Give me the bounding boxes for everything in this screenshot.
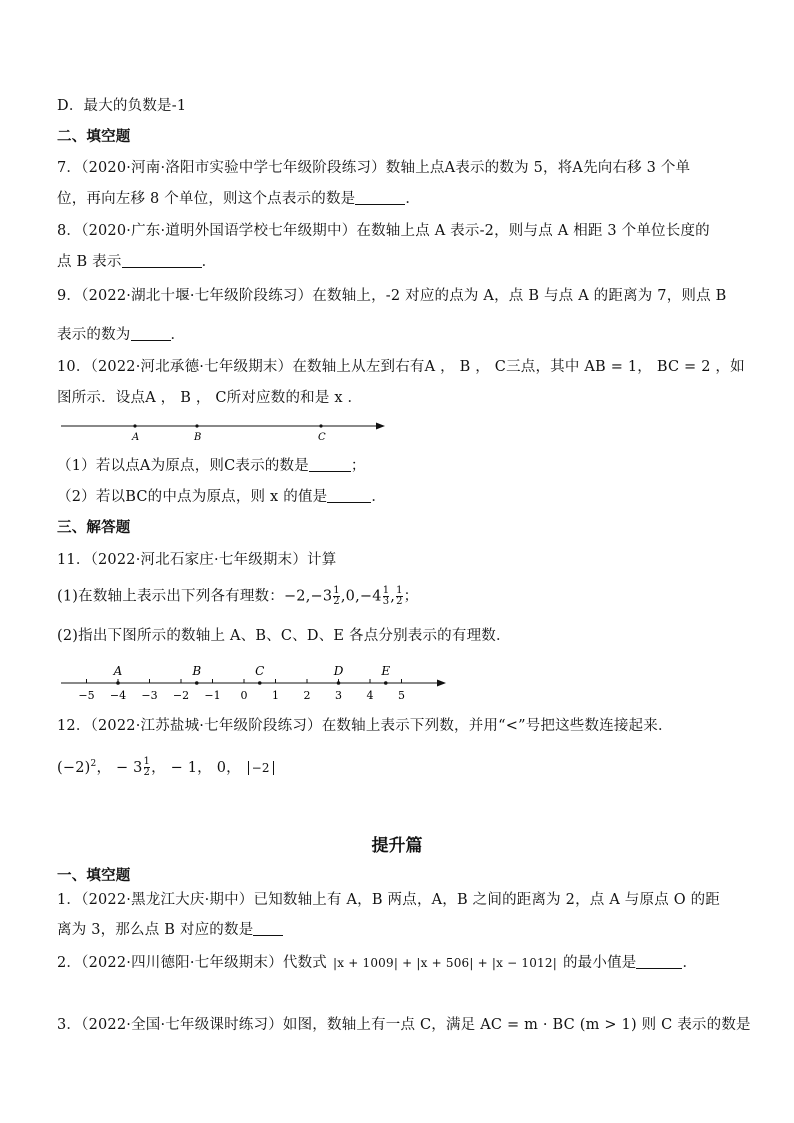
label-c: C [318,432,326,443]
numerator: 1 [382,585,390,596]
up-q3-line1: 3．（2022·全国·七年级课时练习）如图，数轴上有一点 C，满足 AC = m · BC (m > 1) 则 C 表示的数是 [57,1017,751,1033]
q8-line1: 8．（2020·广东·道明外国语学校七年级期中）在数轴上点 A 表示-2，则与点 A 相距 3 个单位长度的 [57,223,710,239]
up-q2-text: 2．（2022·四川德阳·七年级期末）代数式 [57,955,327,971]
point-c [319,424,322,427]
q9-end: ． [170,327,186,343]
advanced-fill-blank-heading: 一、填空题 [57,868,131,884]
q10-line2: 图所示．设点A ， B ， C所对应数的和是 x ． [57,390,363,406]
axis-arrow [437,680,446,687]
q9-text: 表示的数为 [57,327,131,343]
q7-line2 [57,189,420,209]
absolute-value: −2 [248,761,274,775]
tick-label: 0 [240,689,248,702]
power-base: (−2) [57,759,91,776]
point-b [195,424,198,427]
label-b: B [194,432,202,443]
point-label-d: D [333,664,344,678]
q8-text: 点 B 表示 [57,254,122,270]
tick-label: −2 [172,689,190,702]
numerator: 1 [396,585,403,596]
q11-part1-text: (1)在数轴上表示出下列各有理数：−2,−3 [57,588,333,605]
answer-blank [122,253,202,268]
algebraic-expression: |x + 1009| + |x + 506| + |x − 1012| [333,956,557,970]
q11-part1-mid: ,0,−4 [340,588,382,605]
q7-line1: 7．（2020·河南·洛阳市实验中学七年级阶段练习）数轴上点A表示的数为 5，将A先向右移 3 个单 [57,160,691,176]
exponent: 2 [90,759,97,769]
fraction-one-half [333,586,340,607]
tick-label: 3 [335,689,342,702]
tick-label: −1 [204,689,221,702]
up-q1-line1: 1．（2022·黑龙江大庆·期中）已知数轴上有 A，B 两点，A，B 之间的距离为 2，点 A 与原点 O 的距 [57,892,721,908]
point-e [384,681,388,685]
q8-line2 [57,252,216,272]
fraction-one-half [144,757,151,778]
fraction-one-half-b [396,586,403,607]
point-a [116,681,120,685]
answer-blank [327,488,371,503]
point-label-c: C [255,664,265,678]
fraction-one-third [383,586,390,607]
label-a: A [132,432,140,443]
tick-label: 5 [398,689,405,702]
answer-blank [355,190,405,205]
tick-label: 4 [366,689,374,702]
denominator: 3 [382,596,390,607]
section-fill-blank-heading: 二、填空题 [57,129,131,145]
numerator: 1 [333,585,340,596]
q11-part1-end: ； [403,588,419,605]
q7-end: ． [405,191,421,207]
point-d [337,681,341,685]
q9-line1: 9．（2022·湖北十堰·七年级阶段练习）在数轴上，-2 对应的点为 A，点 B 与点 A 的距离为 7，则点 B [57,288,727,304]
q8-end: ． [201,254,217,270]
point-c [258,681,262,685]
q10-part1-end: ； [350,458,366,474]
section-title-advanced: 提升篇 [371,836,423,856]
expr-part: ， − 1， 0， [151,759,246,776]
q10-part2-end: ． [371,489,387,505]
q10-part2-text: （2）若以BC的中点为原点，则 x 的值是 [57,489,328,505]
tick-label: −4 [109,689,127,702]
q10-part1 [57,456,366,476]
point-label-e: E [381,664,391,678]
axis-arrow [376,423,385,430]
q12-line1: 12．（2022·江苏盐城·七年级阶段练习）在数轴上表示下列数，并用“<”号把这些数连接起来． [57,718,673,734]
answer-blank [253,921,283,936]
answer-blank [636,954,682,969]
up-q2 [57,953,697,973]
q11-line1: 11．（2022·河北石家庄·七年级期末）计算 [57,552,337,568]
q10-part2 [57,487,386,507]
q10-line1: 10．（2022·河北承德·七年级期末）在数轴上从左到右有A ， B ， C三点，其中 AB = 1， BC = 2 ，如 [57,359,745,375]
up-q1-line2 [57,920,283,940]
point-label-b: B [192,664,202,678]
tick-label: −3 [141,689,158,702]
expr-part: ， − 3 [96,759,143,776]
q9-line2 [57,325,185,345]
q11-part1-sep: , [390,588,396,605]
q7-text: 位，再向左移 8 个单位，则这个点表示的数是 [57,191,356,207]
numerator: 1 [143,756,151,768]
denominator: 2 [143,767,151,779]
q11-part2: (2)指出下图所示的数轴上 A、B、C、D、E 各点分别表示的有理数． [57,628,511,644]
denominator: 2 [396,596,403,607]
up-q2-suffix: 的最小值是 [562,955,637,971]
option-d: D．最大的负数是-1 [57,98,187,114]
tick-label: 1 [272,689,279,702]
q11-number-line [57,658,452,704]
denominator: 2 [333,596,340,607]
point-b [195,681,199,685]
point-label-a: A [113,664,123,678]
tick-label: 2 [303,689,311,702]
q12-expression [57,754,276,778]
section-solution-heading: 三、解答题 [57,520,131,536]
answer-blank [309,457,351,472]
q10-part1-text: （1）若以点A为原点，则C表示的数是 [57,458,309,474]
answer-blank [131,326,171,341]
point-a [133,424,136,427]
tick-label: −5 [78,689,95,702]
up-q1-text: 离为 3，那么点 B 对应的数是 [57,922,254,938]
q10-number-line [57,414,392,446]
q11-part1 [57,586,418,607]
up-q2-end: ． [682,955,698,971]
